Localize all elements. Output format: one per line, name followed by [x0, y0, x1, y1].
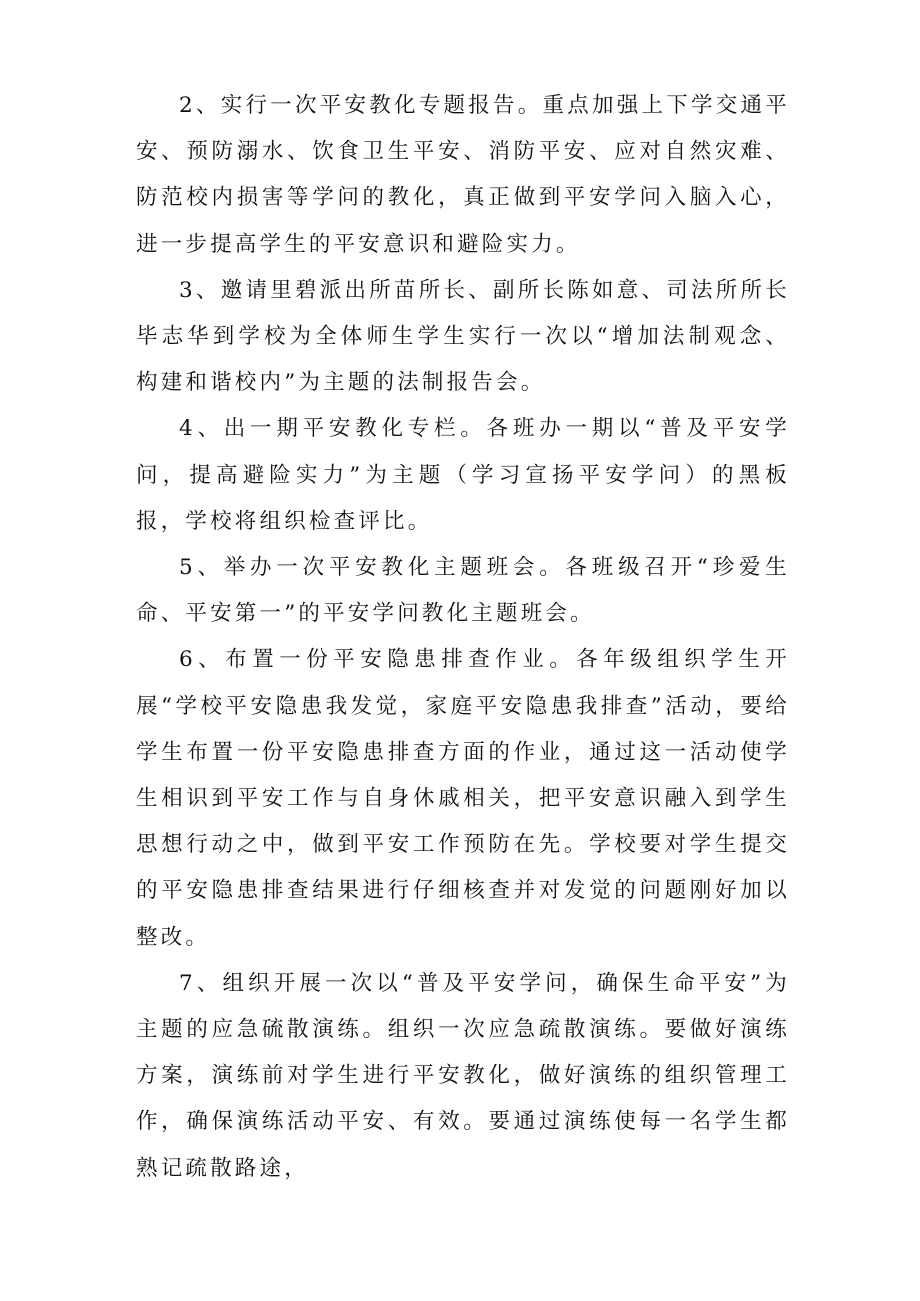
paragraph-item-6: 6、布置一份平安隐患排查作业。各年级组织学生开展“学校平安隐患我发觉，家庭平安隐患我排查”活动，要给学生布置一份平安隐患排查方面的作业，通过这一活动使学生相识到平安工作与自身休戚相关，把平安意识融入到学生思想行动之中，做到平安工作预防在先。学校要对学生提交的平安隐患排查结果进行仔细核查并对发觉的问题刚好加以整改。: [136, 647, 790, 950]
paragraph-item-2: 2、实行一次平安教化专题报告。重点加强上下学交通平安、预防溺水、饮食卫生平安、消防平安、应对自然灾难、防范校内损害等学问的教化，真正做到平安学问入脑入心，进一步提高学生的平安意识和避险实力。: [136, 93, 790, 257]
paragraph-item-5: 5、举办一次平安教化主题班会。各班级召开“珍爱生命、平安第一”的平安学问教化主题班会。: [136, 555, 790, 627]
paragraph-item-4: 4、出一期平安教化专栏。各班办一期以“普及平安学问，提高避险实力”为主题（学习宣扬平安学问）的黑板报，学校将组织检查评比。: [136, 416, 790, 534]
document-body: [136, 83, 790, 1192]
paragraph-item-7: 7、组织开展一次以“普及平安学问，确保生命平安”为主题的应急硫散演练。组织一次应急疏散演练。要做好演练方案，演练前对学生进行平安教化，做好演练的组织管理工作，确保演练活动平安、有效。要通过演练使每一名学生都熟记疏散路途，: [136, 970, 790, 1181]
paragraph-item-3: 3、邀请里碧派出所苗所长、副所长陈如意、司法所所长毕志华到学校为全体师生学生实行一次以“增加法制观念、构建和谐校内”为主题的法制报告会。: [136, 277, 790, 396]
